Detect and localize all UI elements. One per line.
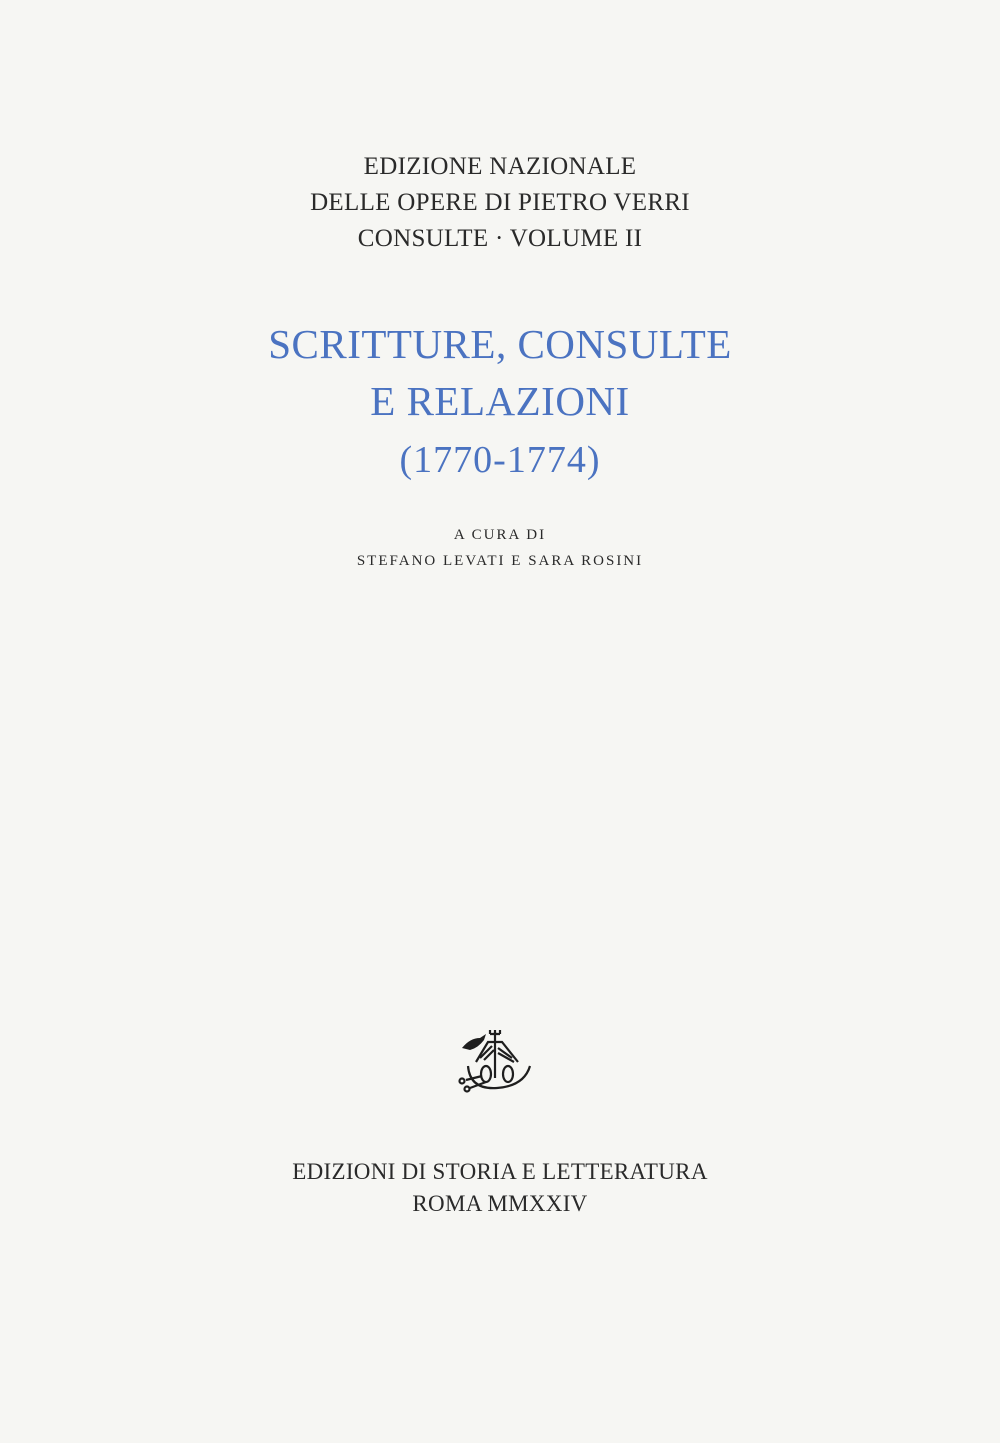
editors-names: STEFANO LEVATI E SARA ROSINI bbox=[356, 553, 644, 569]
series-title-line-1: EDIZIONE NAZIONALE bbox=[363, 153, 637, 180]
editors-label: A CURA DI bbox=[453, 527, 547, 543]
book-title-line-2: E RELAZIONI bbox=[370, 378, 630, 424]
publisher-ship-logo-icon bbox=[452, 1028, 534, 1094]
series-title-line-2: DELLE OPERE DI PIETRO VERRI bbox=[310, 189, 690, 216]
publisher-name: EDIZIONI DI STORIA E LETTERATURA bbox=[292, 1159, 708, 1184]
book-title-line-1: SCRITTURE, CONSULTE bbox=[268, 321, 732, 367]
publisher-place-year: ROMA MMXXIV bbox=[412, 1191, 588, 1216]
series-volume: CONSULTE · VOLUME II bbox=[357, 225, 643, 252]
book-years: (1770-1774) bbox=[399, 439, 601, 481]
